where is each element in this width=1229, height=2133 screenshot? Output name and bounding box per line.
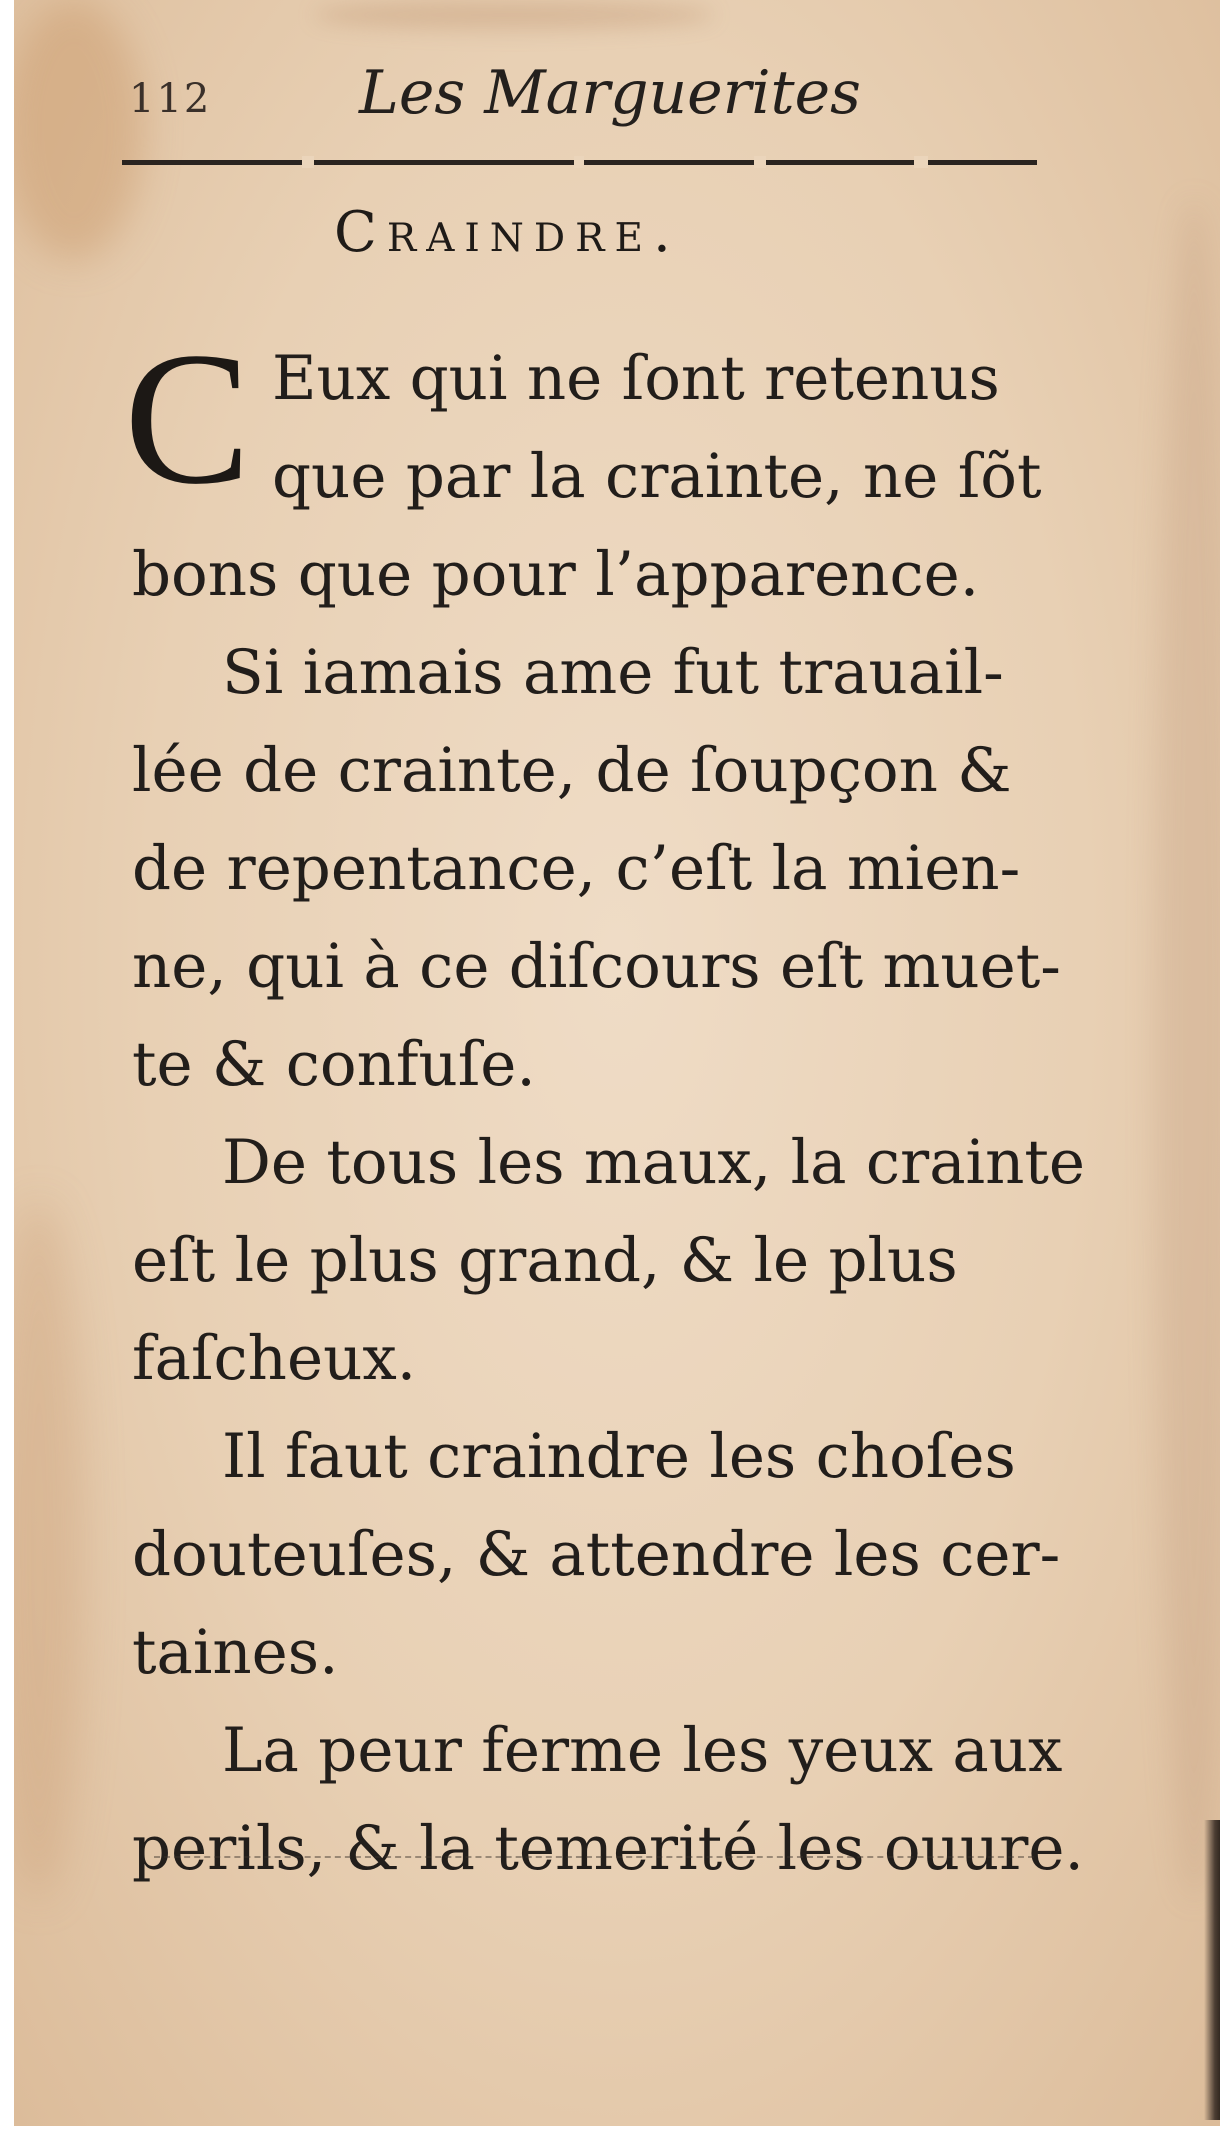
text-line: Eux qui ne ſont retenus [272,343,1000,414]
page-header [119,58,1039,138]
text-line: lée de crainte, de ſoupçon & [132,735,1012,806]
text-line: De tous les maux, la crainte [222,1127,1085,1198]
text-line: que par la crainte, ne ſõt [272,441,1042,512]
text-line: de repentance, c’eſt la mien- [132,833,1021,904]
paper-stain [14,1200,84,1900]
text-line: eſt le plus grand, & le plus [132,1225,958,1296]
text-line: bons que pour l’apparence. [132,539,980,610]
rule-gap [302,156,314,168]
text-line: La peur ferme les yeux aux [222,1715,1063,1786]
body-text [124,314,1085,1898]
page-number: 112 [129,76,212,122]
paper-stain [314,0,714,30]
text-line: Il faut craindre les choſes [222,1421,1016,1492]
text-line: faſcheux. [132,1323,417,1394]
text-line: Si iamais ame fut trauail- [222,637,1004,708]
text-line: perils, & la temerité les ouure. [132,1813,1084,1884]
section-title: Craindre. [334,200,681,265]
opening-paragraph [124,314,1082,526]
text-line: te & confuſe. [132,1029,536,1100]
bottom-rule [154,1856,1034,1858]
rule-gap [754,156,766,168]
book-page [14,0,1220,2126]
text-line: ne, qui à ce diſcours eſt muet- [132,931,1061,1002]
text-line: taines. [132,1617,339,1688]
book-spine-shadow [1204,1820,1220,2120]
running-title: Les Marguerites [359,58,861,128]
paper-stain [1154,200,1220,1900]
rule-gap [914,156,928,168]
rule-gap [574,156,584,168]
drop-cap: C [124,314,251,524]
text-line: douteuſes, & attendre les cer- [132,1519,1061,1590]
